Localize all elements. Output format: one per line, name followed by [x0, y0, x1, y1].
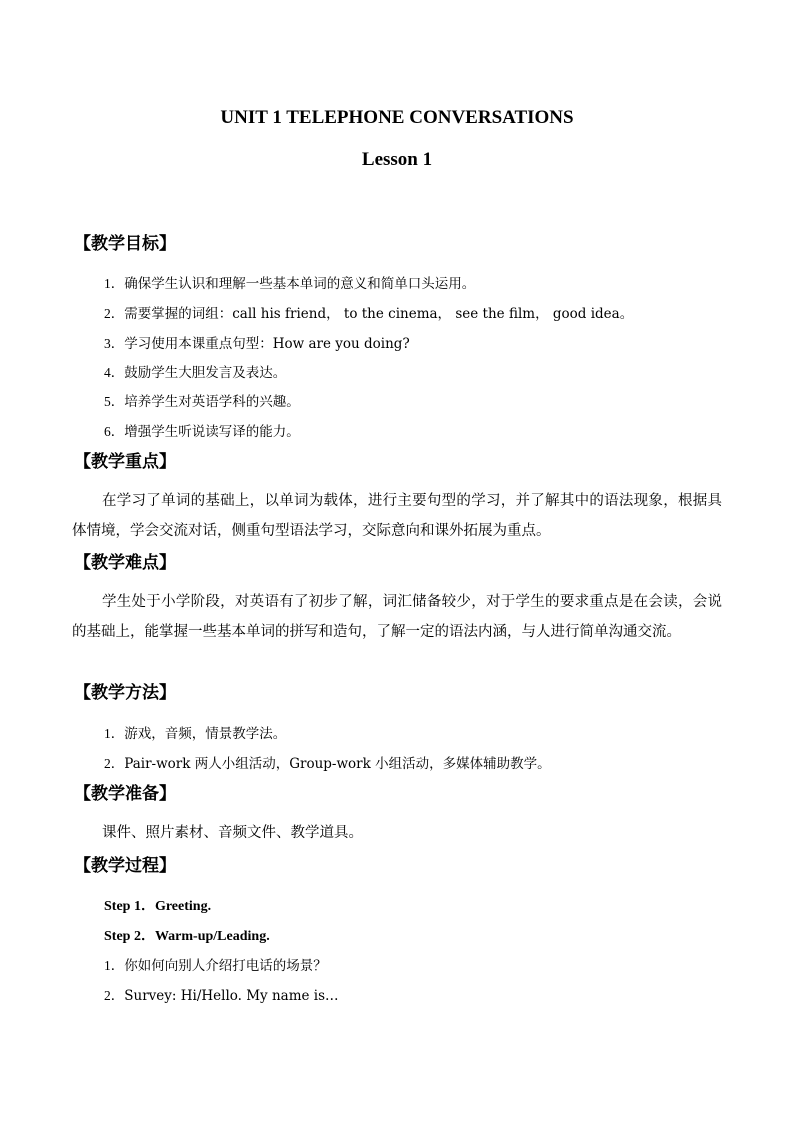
- lesson-subtitle: Lesson 1: [361, 149, 433, 170]
- item-text: 增强学生听说读写译的能力。: [124, 424, 300, 440]
- key-points-paragraph: 在学习了单词的基础上，以单词为载体，进行主要句型的学习，并了解其中的语法现象，根据具体情境，学会交流对话，侧重句型语法学习，交际意向和课外拓展为重点。: [72, 493, 722, 539]
- step-greeting: Step 1．Greeting.: [104, 899, 212, 914]
- item-number: 2．: [104, 306, 125, 321]
- preparation-heading: 【教学准备】: [74, 784, 176, 804]
- objective-item: [104, 305, 633, 323]
- step-warm-up: Step 2．Warm-up/Leading.: [104, 929, 270, 944]
- difficulties-heading: 【教学难点】: [74, 553, 176, 573]
- item-number: 6．: [104, 424, 125, 439]
- methods-heading: 【教学方法】: [74, 683, 176, 703]
- item-number: 4．: [104, 365, 125, 380]
- method-item: [104, 725, 286, 743]
- item-number: 2．: [104, 756, 125, 771]
- objective-item: [104, 335, 410, 353]
- item-text: Survey: Hi/Hello. My name is…: [124, 988, 339, 1004]
- objective-item: [104, 364, 286, 382]
- objective-item: [104, 275, 475, 293]
- objectives-heading: 【教学目标】: [74, 234, 176, 254]
- item-number: 1．: [104, 276, 125, 291]
- item-text: 游戏，音频，情景教学法。: [124, 726, 287, 742]
- method-item: [104, 755, 551, 773]
- item-text: 需要掌握的词组：call his friend， to the cinema， see the film， good idea。: [124, 306, 634, 322]
- item-text: Pair-work 两人小组活动，Group-work 小组活动，多媒体辅助教学。: [124, 756, 551, 772]
- document-title: UNIT 1 TELEPHONE CONVERSATIONS: [220, 107, 574, 128]
- process-item: [104, 987, 339, 1005]
- item-text: 你如何向别人介绍打电话的场景？: [124, 958, 327, 974]
- process-heading: 【教学过程】: [74, 856, 176, 876]
- process-item: [104, 957, 327, 975]
- item-text: 培养学生对英语学科的兴趣。: [124, 394, 300, 410]
- objective-item: [104, 423, 300, 441]
- item-number: 1．: [104, 958, 125, 973]
- objective-item: [104, 393, 300, 411]
- item-number: 1．: [104, 726, 125, 741]
- item-number: 5．: [104, 394, 125, 409]
- item-text: 确保学生认识和理解一些基本单词的意义和简单口头运用。: [124, 276, 476, 292]
- item-number: 2．: [104, 988, 125, 1003]
- item-number: 3．: [104, 336, 125, 351]
- difficulties-paragraph: 学生处于小学阶段，对英语有了初步了解，词汇储备较少，对于学生的要求重点是在会读，会说的基础上，能掌握一些基本单词的拼写和造句，了解一定的语法内涵，与人进行简单沟通交流。: [72, 594, 722, 640]
- preparation-paragraph: 课件、照片素材、音频文件、教学道具。: [102, 825, 363, 841]
- item-text: 学习使用本课重点句型：How are you doing?: [124, 336, 410, 352]
- key-points-heading: 【教学重点】: [74, 452, 176, 472]
- item-text: 鼓励学生大胆发言及表达。: [124, 365, 287, 381]
